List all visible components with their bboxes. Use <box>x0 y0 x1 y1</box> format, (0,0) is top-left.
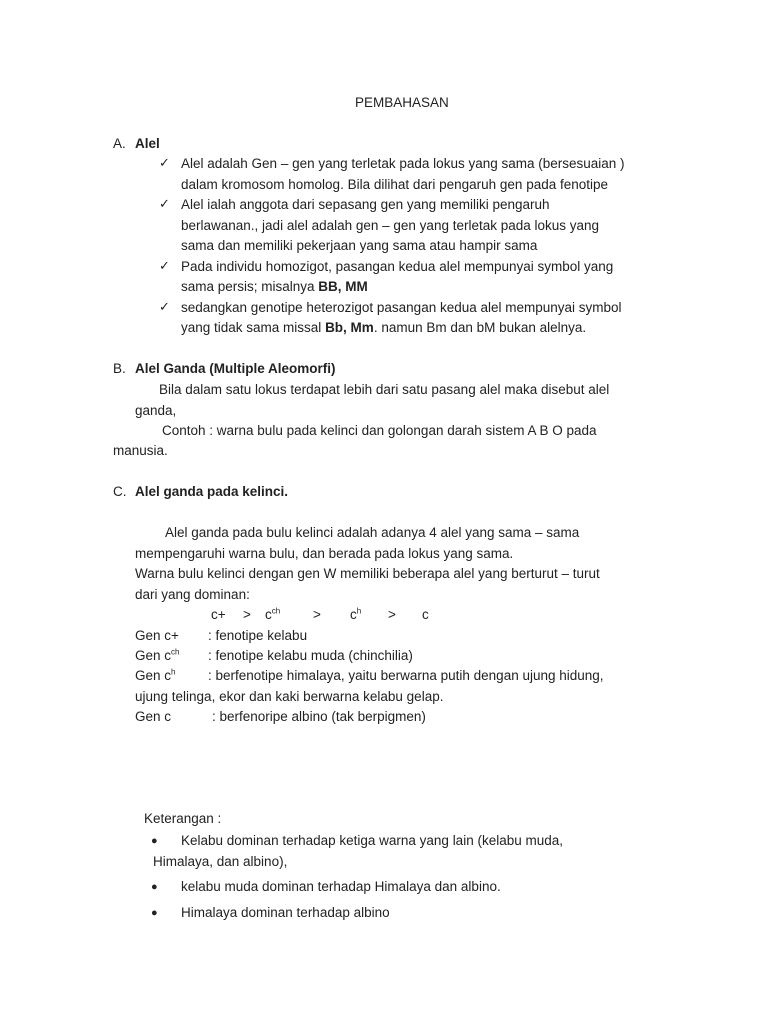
checkmark-icon: ✓ <box>159 258 170 273</box>
section-c-para-line-1: Alel ganda pada bulu kelinci adalah adanya 4 alel yang sama – sama <box>165 525 580 540</box>
section-a-bullet-1-line-2: dalam kromosom homolog. Bila dilihat dari pengaruh gen pada fenotipe <box>181 177 609 192</box>
keterangan-item-2: kelabu muda dominan terhadap Himalaya dan albino. <box>181 879 501 894</box>
allele-base: c <box>265 607 272 622</box>
section-c-letter: C. <box>113 484 127 499</box>
section-c-para-line-4: dari yang dominan: <box>135 587 250 602</box>
section-a-bullet-2-line-1: Alel ialah anggota dari sepasang gen yang memiliki pengaruh <box>181 197 550 212</box>
bullet-4-text: yang tidak sama missal <box>181 320 326 335</box>
section-c-para-line-2: mempengaruhi warna bulu, dan berada pada lokus yang sama. <box>135 546 514 561</box>
keterangan-item-1-line-1: Kelabu dominan terhadap ketiga warna yang lain (kelabu muda, <box>181 833 564 848</box>
greater-than-sign: > <box>388 607 396 622</box>
checkmark-icon: ✓ <box>159 299 170 314</box>
allele-superscript: ch <box>271 606 281 616</box>
bullet-4-bold-example: Bb, Mm <box>325 320 374 335</box>
section-b-para-2-line-2: manusia. <box>113 443 168 458</box>
bullet-3-text: sama persis; misalnya <box>181 279 319 294</box>
gene-desc-c-ch: : fenotipe kelabu muda (chinchilia) <box>208 648 413 663</box>
section-c-para-line-3: Warna bulu kelinci dengan gen W memiliki beberapa alel yang berturut – turut <box>135 566 600 581</box>
gene-label-text: Gen c <box>135 668 172 683</box>
gene-desc-c: : berfenoripe albino (tak berpigmen) <box>212 709 426 724</box>
section-b-para-1-line-2: ganda, <box>135 403 177 418</box>
section-a-letter: A. <box>113 136 126 151</box>
gene-label-c-plus: Gen c+ <box>135 628 179 643</box>
page-title: PEMBAHASAN <box>355 95 449 110</box>
section-a-bullet-4-line-2 <box>181 318 586 338</box>
keterangan-title: Keterangan : <box>144 811 222 826</box>
gene-label-superscript: ch <box>171 647 180 657</box>
checkmark-icon: ✓ <box>159 196 170 211</box>
section-a-bullet-3-line-2 <box>181 277 368 297</box>
allele-c: c <box>422 607 429 622</box>
gene-label-c-h <box>135 666 175 686</box>
checkmark-icon: ✓ <box>159 155 170 170</box>
section-c-heading: Alel ganda pada kelinci. <box>135 484 289 499</box>
allele-base: c <box>350 607 357 622</box>
greater-than-sign: > <box>243 607 251 622</box>
section-a-bullet-1-line-1: Alel adalah Gen – gen yang terletak pada lokus yang sama (bersesuaian ) <box>181 156 625 171</box>
section-b-letter: B. <box>113 361 126 376</box>
gene-label-superscript: h <box>171 667 176 677</box>
gene-desc-c-plus: : fenotipe kelabu <box>208 628 308 643</box>
section-b-para-2-line-1: Contoh : warna bulu pada kelinci dan golongan darah sistem A B O pada <box>162 423 597 438</box>
allele-c-plus: c+ <box>211 607 226 622</box>
gene-label-c-ch <box>135 646 179 666</box>
allele-c-ch <box>265 605 280 625</box>
bullet-dot-icon: ● <box>151 835 158 847</box>
gene-label-c: Gen c <box>135 709 172 724</box>
bullet-3-bold-example: BB, MM <box>318 279 368 294</box>
allele-superscript: h <box>356 606 362 616</box>
keterangan-item-1-line-2: Himalaya, dan albino), <box>153 854 288 869</box>
bullet-dot-icon: ● <box>151 881 158 893</box>
keterangan-item-3: Himalaya dominan terhadap albino <box>181 905 390 920</box>
section-b-para-1-line-1: Bila dalam satu lokus terdapat lebih dari satu pasang alel maka disebut alel <box>159 382 610 397</box>
section-a-bullet-3-line-1: Pada individu homozigot, pasangan kedua alel mempunyai symbol yang <box>181 259 614 274</box>
section-b-heading: Alel Ganda (Multiple Aleomorfi) <box>135 361 336 376</box>
greater-than-sign: > <box>313 607 321 622</box>
section-a-bullet-4-line-1: sedangkan genotipe heterozigot pasangan kedua alel mempunyai symbol <box>181 300 622 315</box>
gene-desc-c-h-line-2: ujung telinga, ekor dan kaki berwarna kelabu gelap. <box>135 689 444 704</box>
bullet-4-text-tail: . namun Bm dan bM bukan alelnya. <box>373 320 587 335</box>
section-a-heading: Alel <box>135 136 160 151</box>
section-a-bullet-2-line-3: sama dan memiliki pekerjaan yang sama atau hampir sama <box>181 238 538 253</box>
bullet-dot-icon: ● <box>151 907 158 919</box>
gene-label-text: Gen c <box>135 648 172 663</box>
gene-desc-c-h: : berfenotipe himalaya, yaitu berwarna putih dengan ujung hidung, <box>208 668 604 683</box>
section-a-bullet-2-line-2: berlawanan., jadi alel adalah gen – gen yang terletak pada lokus yang <box>181 218 600 233</box>
allele-c-h <box>350 605 361 625</box>
